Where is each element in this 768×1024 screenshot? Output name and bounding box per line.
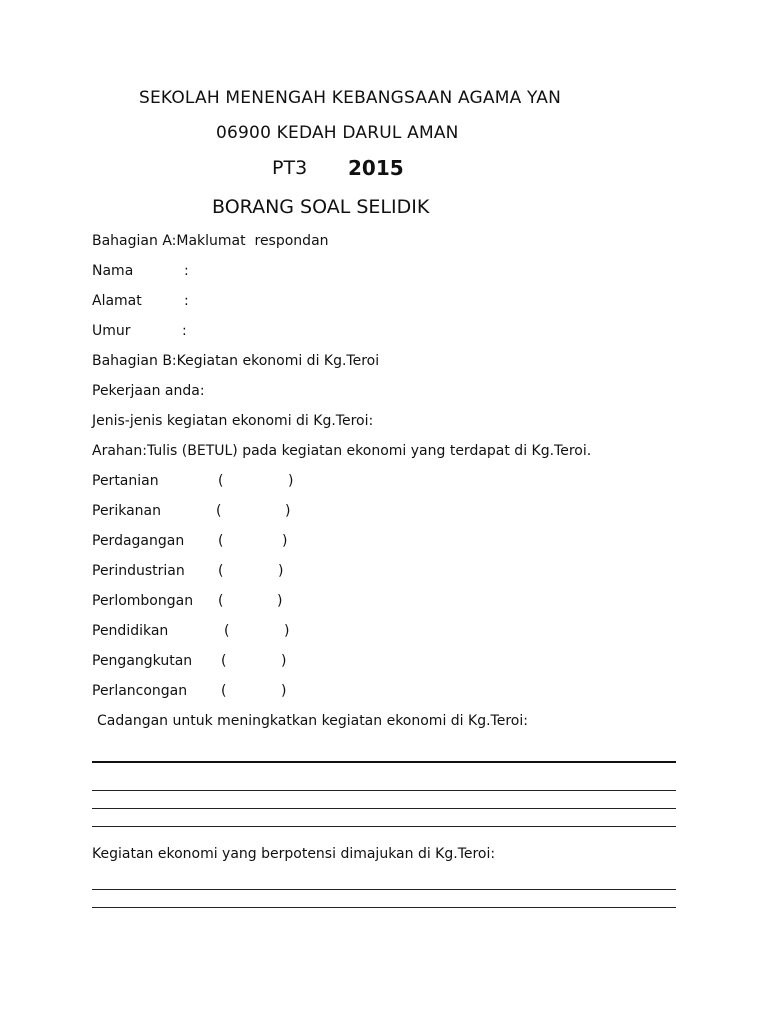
field-colon: : [184, 263, 189, 279]
answer-line[interactable] [92, 907, 676, 908]
answer-line[interactable] [92, 889, 676, 890]
paren-close: ) [284, 623, 290, 639]
section-a-heading: Bahagian A:Maklumat respondan [92, 233, 329, 249]
section-b-heading: Bahagian B:Kegiatan ekonomi di Kg.Teroi [92, 353, 380, 369]
answer-line[interactable] [92, 761, 676, 763]
field-label-nama: Nama [92, 263, 134, 279]
field-colon: : [184, 293, 189, 309]
exam-name: PT3 [272, 157, 308, 179]
occupation-label: Pekerjaan anda: [92, 383, 205, 399]
paren-open: ( [221, 653, 227, 669]
paren-open: ( [224, 623, 230, 639]
paren-close: ) [285, 503, 291, 519]
exam-year: 2015 [348, 156, 404, 180]
paren-open: ( [218, 533, 224, 549]
activity-label: Pertanian [92, 473, 159, 489]
instruction-text: Arahan:Tulis (BETUL) pada kegiatan ekonomi yang terdapat di Kg.Teroi. [92, 443, 592, 459]
paren-open: ( [218, 473, 224, 489]
answer-line[interactable] [92, 826, 676, 827]
paren-close: ) [281, 683, 287, 699]
form-title: BORANG SOAL SELIDIK [212, 196, 430, 218]
school-address: 06900 KEDAH DARUL AMAN [216, 123, 459, 143]
paren-close: ) [277, 593, 283, 609]
paren-open: ( [216, 503, 222, 519]
paren-close: ) [281, 653, 287, 669]
paren-close: ) [282, 533, 288, 549]
types-heading: Jenis-jenis kegiatan ekonomi di Kg.Teroi: [92, 413, 374, 429]
activity-label: Pengangkutan [92, 653, 193, 669]
answer-line[interactable] [92, 790, 676, 791]
suggestion-prompt: Cadangan untuk meningkatkan kegiatan ekonomi di Kg.Teroi: [97, 713, 528, 729]
field-label-umur: Umur [92, 323, 131, 339]
activity-label: Perlancongan [92, 683, 188, 699]
activity-label: Pendidikan [92, 623, 169, 639]
activity-label: Perdagangan [92, 533, 185, 549]
activity-label: Perlombongan [92, 593, 194, 609]
paren-open: ( [221, 683, 227, 699]
activity-label: Perikanan [92, 503, 161, 519]
potential-prompt: Kegiatan ekonomi yang berpotensi dimajukan di Kg.Teroi: [92, 846, 496, 862]
answer-line[interactable] [92, 808, 676, 809]
paren-open: ( [218, 563, 224, 579]
field-label-alamat: Alamat [92, 293, 142, 309]
school-name: SEKOLAH MENENGAH KEBANGSAAN AGAMA YAN [139, 88, 562, 108]
paren-close: ) [288, 473, 294, 489]
paren-open: ( [218, 593, 224, 609]
paren-close: ) [278, 563, 284, 579]
activity-label: Perindustrian [92, 563, 185, 579]
field-colon: : [182, 323, 187, 339]
